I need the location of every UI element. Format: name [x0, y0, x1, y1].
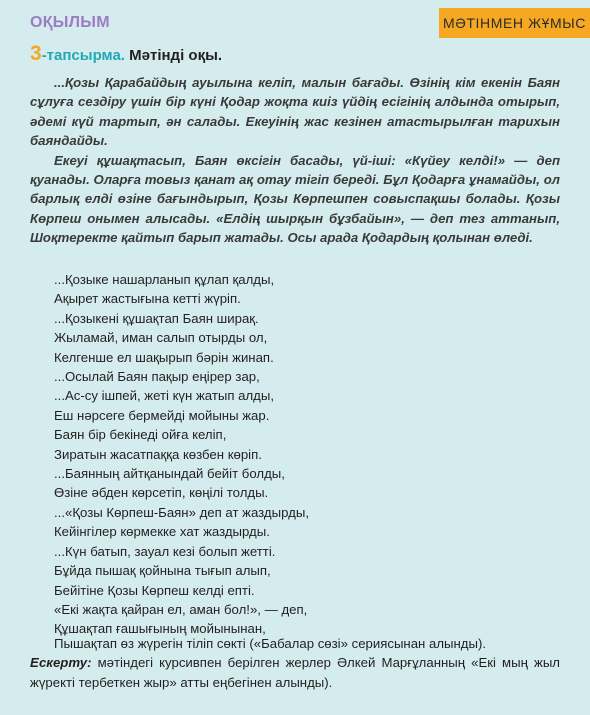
prose-paragraph: Екеуі құшақтасып, Баян өксігін басады, үй-іші: «Күйеу келді!» — деп қуанады. Оларға товыз қанат ақ отау тігіп береді. Бұл Қодарға ұнамайды, ол барлық елді өзіне бағындырып, Қозы Көрпешпен совыспақшы болады. Қозы Көрпеш онымен алысады. «Елдің шырқын бұзбайын», — деп тез аттанып, Шоқтеректе қайтып барып жатады. Осы арада Қодардың қолынан өледі.	[30, 152, 560, 246]
note-text: мәтіндегі курсивпен берілген жерлер Әлкей Марғұланның «Екі мың жыл жүректі тербеткен жыр» атты еңбегінен алынды).	[30, 655, 560, 690]
poem-line: ...Осылай Баян пақыр еңірер зар,	[54, 369, 260, 385]
poem-line: Зиратын жасатпаққа көзбен көріп.	[54, 446, 262, 462]
task-word: -тапсырма.	[41, 47, 125, 64]
poem-line: Жыламай, иман салып отырды ол,	[54, 330, 268, 346]
poem-line: Кейінгілер көрмекке хат жаздырды.	[54, 524, 270, 540]
note-label: Ескерту:	[30, 655, 92, 671]
task-heading	[30, 42, 222, 66]
note-line	[30, 653, 560, 692]
poem-line: ...«Қозы Көрпеш-Баян» деп ат жаздырды,	[54, 504, 309, 520]
poem-line: Құшақтап ғашығының мойынынан,	[54, 621, 266, 637]
poem-line: Еш нәрсеге бермейді мойыны жар.	[54, 407, 270, 423]
poem-line: Келгенше ел шақырып бәрін жинап.	[54, 349, 274, 365]
poem-line: Ақырет жастығына кетті жүріп.	[54, 291, 241, 307]
source-line: Пышақтап өз жүрегін тіліп сөкті («Бабалар сөзі» сериясынан алынды).	[54, 636, 487, 651]
section-badge: МӘТІНМЕН ЖҰМЫС	[439, 8, 590, 38]
task-number: 3	[30, 42, 42, 65]
poem-line: ...Қозыке нашарланып құлап қалды,	[54, 272, 275, 287]
poem-line: ...Ас-су ішпей, жеті күн жатып алды,	[54, 388, 275, 404]
trailing-block	[30, 634, 560, 692]
task-instruction: Мәтінді оқы.	[129, 47, 223, 64]
poem-line: Бейітіне Қозы Көрпеш келді епті.	[54, 582, 255, 598]
poem-line: Баян бір бекінеді ойға келіп,	[54, 427, 227, 443]
prose-block	[30, 73, 560, 248]
poem-line: «Екі жақта қайран ел, аман бол!», — деп,	[54, 601, 308, 617]
poem-line: Бұйда пышақ қойнына тығып алып,	[54, 563, 271, 579]
poem-line: Өзіне әбден көрсетіп, көңілі толды.	[54, 485, 269, 501]
poem-line: ...Күн батып, зауал кезі болып жетті.	[54, 543, 276, 559]
prose-paragraph: ...Қозы Қарабайдың ауылына келіп, малын бағады. Өзінің кім екенін Баян сұлуға сездіру үшін бір күні Қодар жоқта киіз үйдің есігінің алдында отырып, әдемі күй тартып, ән салады. Екеуінің жас кезінен атастырылған тарихын баяндайды.	[30, 75, 560, 149]
section-label: ОҚЫЛЫМ	[30, 14, 110, 31]
poem-line: ...Қозыкені құшақтап Баян ширақ.	[54, 310, 259, 326]
poem-block	[54, 270, 560, 639]
poem-line: ...Баянның айтқанындай бейіт болды,	[54, 466, 285, 482]
